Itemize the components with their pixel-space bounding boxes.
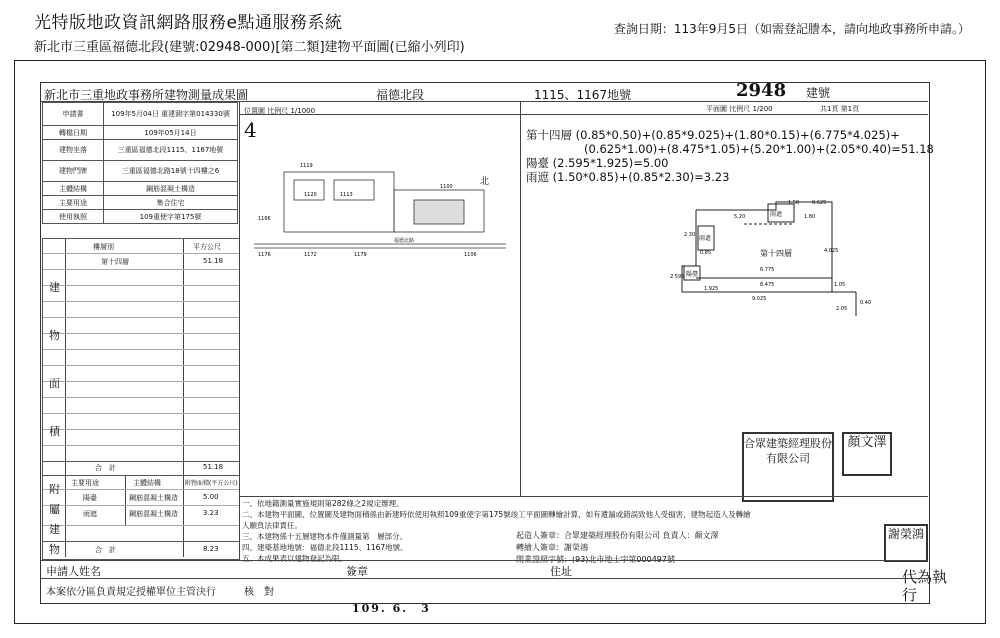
dimension: 5.20 xyxy=(734,214,746,220)
area-table xyxy=(42,238,240,560)
lot-number: 1115、1167地號 xyxy=(534,88,632,102)
dimension: 2.30 xyxy=(684,232,696,238)
dimension: 1.925 xyxy=(704,286,719,292)
head-area: 平方公尺 xyxy=(193,243,221,251)
office-title: 新北市三重地政事務所建物測量成果圖 xyxy=(44,88,249,102)
annex-total-label: 合 計 xyxy=(95,546,116,554)
row-line xyxy=(43,381,239,382)
row-line xyxy=(43,301,239,302)
annex-head-struct: 主體結構 xyxy=(133,479,161,487)
scale-left: 位置圖 比例尺 1/1000 xyxy=(244,107,316,115)
side-char: 建 xyxy=(49,281,60,294)
table-row xyxy=(43,182,238,196)
row-line xyxy=(43,333,239,334)
floor-area: 51.18 xyxy=(203,257,224,265)
notes-divider xyxy=(240,496,928,497)
info-label: 建物門牌 xyxy=(43,161,104,182)
formula-line: 雨遮 (1.50*0.85)+(0.85*2.30)=3.23 xyxy=(526,170,730,184)
site-lot: 1166 xyxy=(258,216,271,222)
info-value: 109年5月04日 重建測字第014330號 xyxy=(104,103,238,126)
col-divider xyxy=(125,475,126,525)
table-row xyxy=(43,140,238,161)
dimension: 6.775 xyxy=(760,267,775,273)
room-label: 第十四層 xyxy=(760,249,792,258)
floor-plan xyxy=(664,196,874,320)
info-label: 使用執照 xyxy=(43,210,104,224)
row-line xyxy=(43,349,239,350)
owner-seal: 顏文澤 xyxy=(842,432,892,476)
info-table xyxy=(42,102,238,224)
canopy-label: 雨遮 xyxy=(699,235,712,242)
row-line xyxy=(43,429,239,430)
site-lot: 1100 xyxy=(440,184,453,190)
row-line xyxy=(43,365,239,366)
info-label: 申請書 xyxy=(43,103,104,126)
annex-char: 屬 xyxy=(49,503,60,516)
dimension: 2.595 xyxy=(670,274,685,280)
head-floor: 樓層別 xyxy=(93,243,114,251)
annex-total: 8.23 xyxy=(203,545,219,553)
annex-char: 物 xyxy=(49,543,60,556)
canopy-label: 雨遮 xyxy=(770,211,783,218)
scale-divider xyxy=(240,114,928,115)
floor-name: 第十四層 xyxy=(101,258,129,266)
dimension: 2.05 xyxy=(836,306,848,312)
footer-divider xyxy=(40,560,928,561)
side-char: 物 xyxy=(49,329,60,342)
row-line xyxy=(43,505,239,506)
table-row xyxy=(43,196,238,210)
note-item: 四、建築基地地號：福德北段1115、1167地號。 xyxy=(242,543,408,552)
table-row xyxy=(43,161,238,182)
note-item: 一、依地籍測量實施規則第282條之2規定辦理。 xyxy=(242,499,404,508)
dimension: 0.625 xyxy=(812,200,827,206)
area-formulas xyxy=(526,128,934,184)
build-number: 2948 xyxy=(736,80,787,101)
dimension: 9.025 xyxy=(752,296,767,302)
info-label: 主要用途 xyxy=(43,196,104,210)
note-item: 二、本建物平面圖、位置圖及建物面積係由新建時依使用執照109重使字第175號竣工平面圖轉繪計算，如有遺漏或錯誤致他人受損害，建物起造人及轉繪人願負法律責任。 xyxy=(242,510,751,530)
agency-note: 本案依分區負責規定授權單位主管決行 xyxy=(46,587,216,598)
note-item: 三、本建物係十五層建物本件僅測量第 層部分。 xyxy=(242,532,407,541)
annex-head-area: 附物面積(平方公尺) xyxy=(185,480,238,487)
applicant-label: 申請人姓名 xyxy=(46,565,101,578)
site-plan xyxy=(244,150,514,262)
dimension: 0.40 xyxy=(860,300,872,306)
scale-right: 平面圖 比例尺 1/200 xyxy=(706,105,773,113)
col-divider xyxy=(65,239,66,557)
check-label: 核 對 xyxy=(244,587,274,598)
panel-divider xyxy=(239,101,240,559)
agent-line: 起造人簽章：合眾建築經理股份有限公司 負責人：顏文澤 xyxy=(516,531,719,540)
agent-line: 開業證照字號：(93)北市地士字第000497號 xyxy=(516,555,675,564)
row-line xyxy=(43,285,239,286)
site-lot: 1179 xyxy=(354,252,367,258)
annex-area: 5.00 xyxy=(203,493,219,501)
site-lot: 1120 xyxy=(304,192,317,198)
dimension: 1.80 xyxy=(804,214,816,220)
site-lot: 1113 xyxy=(340,192,353,198)
note-item: 五、本成果表以建物登記為限。 xyxy=(242,554,347,563)
annex-char: 附 xyxy=(49,483,60,496)
side-char: 面 xyxy=(49,377,60,390)
panel-divider xyxy=(520,101,521,496)
annex-struct: 鋼筋混凝土構造 xyxy=(129,510,178,518)
page-count: 共1頁 第1頁 xyxy=(820,105,860,113)
dimension: 4.025 xyxy=(824,248,839,254)
road-label: 福德北路 xyxy=(394,238,415,244)
total-label: 合 計 xyxy=(95,464,116,472)
balcony-label: 陽臺 xyxy=(686,271,699,278)
execution-mark: 代為執行 xyxy=(902,568,948,604)
plan-floor-label: 4 xyxy=(244,118,257,142)
info-label: 主體結構 xyxy=(43,182,104,196)
info-value: 集合住宅 xyxy=(104,196,238,210)
site-lot: 1119 xyxy=(300,163,313,169)
side-char: 積 xyxy=(49,425,60,438)
site-lot: 1106 xyxy=(464,252,477,258)
build-number-label: 建號 xyxy=(806,86,831,100)
dimension: 1.50 xyxy=(788,200,800,206)
info-value: 三重區福德北路18號十四樓之6 xyxy=(104,161,238,182)
info-value: 109年05月14日 xyxy=(104,126,238,140)
print-date: 109. 6. 3 xyxy=(352,602,431,615)
row-line xyxy=(43,489,239,490)
table-row xyxy=(43,210,238,224)
address-label: 住址 xyxy=(550,565,572,578)
formula-line: (0.625*1.00)+(8.475*1.05)+(5.20*1.00)+(2.05*0.40)=51.18 xyxy=(584,142,934,156)
north-label: 北 xyxy=(480,177,490,187)
seal-label: 簽章 xyxy=(346,565,368,578)
row-line xyxy=(43,397,239,398)
row-line xyxy=(43,475,239,476)
formula-line: 陽臺 (2.595*1.925)=5.00 xyxy=(526,156,669,170)
table-row xyxy=(43,126,238,140)
section-name: 福德北段 xyxy=(376,88,425,102)
site-lot: 1176 xyxy=(258,252,271,258)
footer-divider xyxy=(40,578,928,579)
dimension: 8.475 xyxy=(760,282,775,288)
annex-char: 建 xyxy=(49,523,60,536)
annex-area: 3.23 xyxy=(203,509,219,517)
row-line xyxy=(43,461,239,462)
annex-use: 雨遮 xyxy=(83,510,97,518)
system-title: 光特版地政資訊網路服務e點通服務系統 xyxy=(34,13,343,33)
annex-head-use: 主要用途 xyxy=(71,479,99,487)
dimension: 1.05 xyxy=(834,282,846,288)
annex-use: 陽臺 xyxy=(83,494,97,502)
row-line xyxy=(43,525,239,526)
company-seal: 合眾建築經理股份有限公司 xyxy=(742,432,834,502)
site-lot: 1172 xyxy=(304,252,317,258)
row-line xyxy=(43,445,239,446)
agent-line: 轉繪人簽章：謝榮鴻 xyxy=(516,543,588,552)
row-line xyxy=(43,269,239,270)
row-line xyxy=(43,253,239,254)
row-line xyxy=(43,541,239,542)
subject-unit xyxy=(414,200,464,224)
info-value: 鋼筋混凝土構造 xyxy=(104,182,238,196)
dimension: 0.85 xyxy=(700,250,712,256)
query-date: 查詢日期：113年9月5日（如需登記謄本，請向地政事務所申請。） xyxy=(613,22,970,36)
info-label: 建物坐落 xyxy=(43,140,104,161)
info-value: 三重區福德北段1115、1167地號 xyxy=(104,140,238,161)
total-area: 51.18 xyxy=(203,463,224,471)
col-divider xyxy=(183,239,184,557)
formula-line: 第十四層 (0.85*0.50)+(0.85*9.025)+(1.80*0.15)+(6.775*4.025)+ xyxy=(526,128,900,142)
drafter-seal: 謝榮鴻 xyxy=(884,524,928,562)
table-row xyxy=(43,103,238,126)
info-value: 109重使字第175號 xyxy=(104,210,238,224)
site-block xyxy=(284,172,394,232)
annex-struct: 鋼筋混凝土構造 xyxy=(129,494,178,502)
row-line xyxy=(43,413,239,414)
row-line xyxy=(43,317,239,318)
info-label: 轉檔日期 xyxy=(43,126,104,140)
document-subtitle: 新北市三重區福德北段(建號:02948-000)[第二類]建物平面圖(已縮小列印) xyxy=(34,40,465,55)
